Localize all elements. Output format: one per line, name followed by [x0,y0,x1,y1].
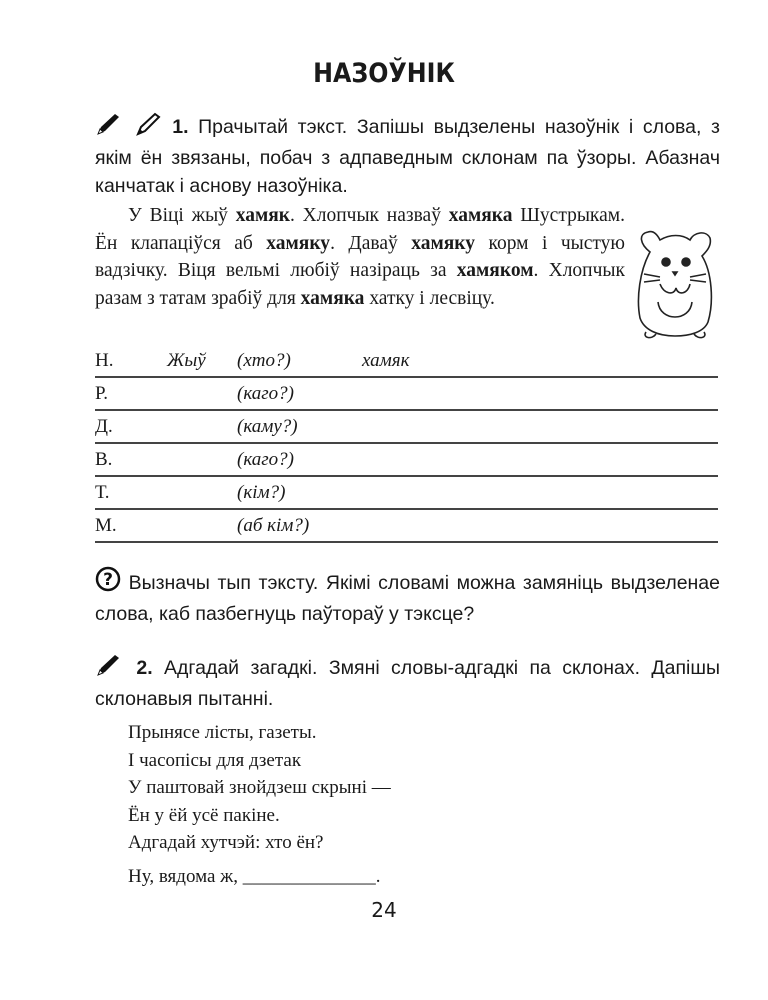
case-label: Р. [95,377,167,410]
poem-line: Прынясе лісты, газеты. [128,722,317,743]
case-question: (аб кім?) [237,509,362,542]
table-row [95,410,718,443]
highlighted-noun: хамяку [266,232,331,254]
case-question: (кім?) [237,476,362,509]
case-label: М. [95,509,167,542]
instruction-text: Адгадай загадкі. Змяні словы-адгадкі па склонах. Дапішы склонавыя пытанні. [95,657,720,710]
highlighted-noun: хамяка [448,205,513,226]
case-label: Н. [95,345,167,377]
question-block [95,566,720,628]
pencil-icon [135,112,163,144]
case-question: (хто?) [237,345,362,377]
answer-cell[interactable] [362,410,718,443]
story-fragment: . Даваў [330,232,412,254]
verb-cell [167,476,237,509]
page-title: НАЗОЎНІК [313,58,455,89]
table-row [95,509,718,542]
table-row [95,476,718,509]
highlighted-noun: хамяком [456,260,534,281]
highlighted-noun: хамяка [300,287,365,309]
poem-line: Ён у ёй усё пакіне. [128,804,280,826]
question-circle-icon [95,566,121,600]
page-number: 24 [371,898,397,922]
pen-icon [95,653,125,685]
riddle-poem [128,719,391,857]
table-row [95,345,718,377]
case-question: (каго?) [237,443,362,476]
verb-cell [167,410,237,443]
highlighted-noun: хамяк [235,205,291,226]
pen-icon [95,112,125,144]
instruction-text: Прачытай тэкст. Запішы выдзелены назоўнік і слова, з якім ён звязаны, побач з адпаведным склонам па ўзоры. Абазнач канчатак і аснову назоўніка. [95,116,721,197]
poem-line: Адгадай хутчэй: хто ён? [128,832,324,853]
case-label: В. [95,443,167,476]
task-1-instruction [95,112,720,200]
table-row [95,443,718,476]
story-fragment: Шустрыкам. Ён клапаціўся аб [95,205,625,254]
table-row [95,377,718,410]
task-number: 2. [136,657,153,679]
case-question: (каму?) [237,410,362,443]
answer-cell[interactable] [362,476,718,509]
story-fragment: . Хлопчык назваў [290,205,449,226]
poem-line: І часопісы для дзетак [128,749,302,771]
answer-suffix: . [375,866,381,887]
case-label: Д. [95,410,167,443]
highlighted-noun: хамяку [411,232,475,254]
case-label: Т. [95,476,167,509]
question-text: Вызначы тып тэксту. Якімі словамі можна замяніць выдзеленае слова, каб пазбегнуць паўтораў у тэксце? [95,572,720,625]
poem-line: У паштовай знойдзеш скрыні — [128,777,391,798]
story-fragment: хатку і лесвіцу. [364,287,495,309]
hamster-illustration [630,222,720,342]
task-2-instruction [95,653,720,713]
verb-cell [167,377,237,410]
story-fragment: У Віці жыў [128,205,236,226]
verb-cell: Жыў [167,345,237,377]
verb-cell [167,443,237,476]
answer-cell[interactable] [362,377,718,410]
story-text [95,202,625,312]
answer-prefix: Ну, вядома ж, [128,866,239,887]
case-table [95,345,718,543]
riddle-answer-line [128,866,381,888]
verb-cell [167,509,237,542]
story-fragment: корм і чыстую вадзічку. Віця вельмі любіў назіраць за [95,232,626,281]
answer-blank[interactable]: ______________ [242,866,376,887]
answer-cell[interactable] [362,443,718,476]
case-question: (каго?) [237,377,362,410]
answer-cell[interactable] [362,509,718,542]
story-fragment: . Хлопчык разам з татам зрабіў для [95,260,625,309]
task-number: 1. [172,116,189,138]
svg-text:?: ? [103,570,113,590]
answer-cell[interactable]: хамяк [362,345,718,377]
